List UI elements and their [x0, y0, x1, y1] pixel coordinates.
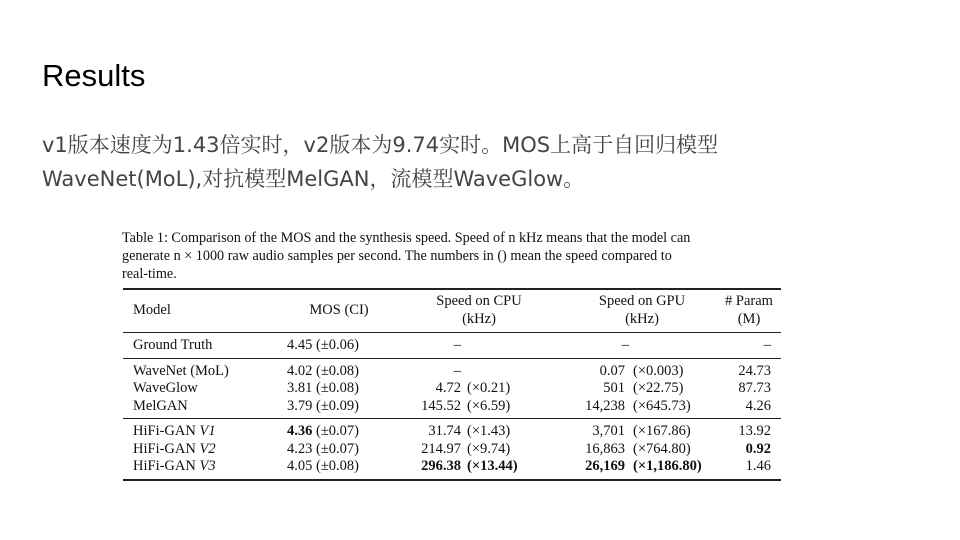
- cell-model: MelGAN: [133, 397, 188, 414]
- cell-model: [123, 419, 283, 441]
- cell-cpu: [395, 458, 563, 480]
- cell-cpu-speed: –: [453, 362, 461, 379]
- caption-line-3: real-time.: [122, 266, 177, 282]
- header-cpu-line1: Speed on CPU: [436, 293, 522, 309]
- cell-cpu-speed: 214.97: [421, 440, 461, 457]
- cell-gpu-realtime: (×167.86): [633, 423, 691, 439]
- header-gpu: [563, 289, 721, 333]
- header-mos: MOS (CI): [309, 301, 369, 318]
- table-row-ground-truth: [123, 333, 781, 359]
- header-params-line1: # Param: [725, 293, 773, 309]
- cell-gpu: [563, 441, 721, 459]
- table-row-hifigan-v3: [123, 458, 781, 480]
- table-header-row: [123, 289, 781, 333]
- slide-body-text: [42, 128, 922, 196]
- table-row-wavenet: [123, 358, 781, 380]
- cell-model-version: V2: [199, 440, 216, 457]
- cell-cpu: [395, 380, 563, 398]
- cell-gpu-speed: 0.07: [599, 362, 625, 379]
- cell-params-best: 0.92: [745, 440, 771, 457]
- cell-cpu: [395, 398, 563, 419]
- cell-gpu-realtime: (×22.75): [633, 380, 684, 396]
- cell-cpu-realtime: (×1.43): [467, 423, 511, 439]
- cell-mos: 4.45 (±0.06): [287, 337, 359, 353]
- cell-model-name: HiFi-GAN: [133, 440, 200, 457]
- cell-mos-ci: (±0.07): [312, 423, 359, 439]
- cell-mos: [283, 419, 395, 441]
- cell-model: Ground Truth: [133, 337, 213, 353]
- results-table-figure: [120, 229, 784, 481]
- cell-gpu-speed: –: [621, 337, 629, 353]
- cell-gpu-realtime: (×0.003): [633, 362, 684, 379]
- cell-gpu: [563, 458, 721, 480]
- cell-mos-value: 4.36: [287, 423, 313, 439]
- header-params: [721, 289, 781, 333]
- cell-model: [123, 441, 283, 459]
- cell-model-name: HiFi-GAN: [133, 458, 200, 474]
- cell-cpu-speed: 296.38: [421, 458, 461, 474]
- cell-model-version: V3: [199, 458, 216, 474]
- cell-gpu-speed: 26,169: [585, 458, 625, 474]
- body-line-2: WaveNet(MoL),对抗模型MelGAN，流模型WaveGlow。: [42, 167, 585, 191]
- cell-cpu-realtime: (×9.74): [467, 440, 511, 457]
- cell-cpu-speed: 31.74: [428, 423, 461, 439]
- table-row-waveglow: [123, 380, 781, 398]
- results-table: [123, 288, 781, 481]
- cell-model-name: HiFi-GAN: [133, 423, 200, 439]
- header-params-line2: (M): [737, 310, 761, 327]
- cell-model-version: V1: [199, 423, 216, 439]
- cell-params: [721, 441, 781, 459]
- table-row-melgan: [123, 398, 781, 419]
- cell-params: 13.92: [738, 423, 771, 439]
- cell-params: 87.73: [738, 380, 771, 396]
- cell-gpu: [563, 358, 721, 380]
- cell-cpu-realtime: (×13.44): [467, 458, 518, 474]
- cell-gpu: [563, 419, 721, 441]
- cell-gpu-speed: 16,863: [585, 440, 625, 457]
- cell-model: WaveNet (MoL): [133, 362, 229, 379]
- table-row-hifigan-v2: [123, 441, 781, 459]
- cell-gpu-realtime: (×1,186.80): [633, 458, 702, 474]
- cell-cpu-speed: 4.72: [435, 380, 461, 396]
- cell-gpu: [563, 398, 721, 419]
- cell-gpu: [563, 380, 721, 398]
- header-cpu-line2: (kHz): [462, 310, 496, 327]
- header-cpu: [395, 289, 563, 333]
- cell-params: –: [763, 337, 771, 353]
- cell-model: WaveGlow: [133, 380, 198, 396]
- cell-mos: 4.23 (±0.07): [287, 440, 359, 457]
- cell-params: 4.26: [745, 397, 771, 414]
- cell-cpu: [395, 419, 563, 441]
- header-gpu-line1: Speed on GPU: [598, 293, 686, 309]
- cell-params: 1.46: [745, 458, 771, 474]
- body-line-1: v1版本速度为1.43倍实时，v2版本为9.74实时。MOS上高于自回归模型: [42, 133, 719, 157]
- cell-cpu-realtime: (×0.21): [467, 380, 511, 396]
- cell-gpu-realtime: (×645.73): [633, 397, 691, 414]
- caption-line-2: generate n × 1000 raw audio samples per second. The numbers in () mean the speed compared to: [122, 248, 672, 264]
- cell-mos: 4.02 (±0.08): [287, 362, 359, 379]
- cell-params: 24.73: [738, 362, 771, 379]
- cell-cpu-speed: –: [453, 337, 461, 353]
- cell-cpu-realtime: (×6.59): [467, 397, 511, 414]
- cell-gpu-speed: 3,701: [592, 423, 625, 439]
- cell-cpu: [395, 333, 563, 359]
- cell-gpu-speed: 14,238: [585, 397, 625, 414]
- cell-gpu: [563, 333, 721, 359]
- cell-cpu-speed: 145.52: [421, 397, 461, 414]
- cell-gpu-speed: 501: [603, 380, 625, 396]
- table-row-hifigan-v1: [123, 419, 781, 441]
- caption-line-1: Table 1: Comparison of the MOS and the synthesis speed. Speed of n kHz means that the model can: [122, 230, 691, 246]
- table-caption: [122, 229, 784, 283]
- header-model: Model: [133, 301, 171, 318]
- cell-cpu: [395, 441, 563, 459]
- header-gpu-line2: (kHz): [625, 310, 659, 327]
- cell-mos: 3.79 (±0.09): [287, 397, 359, 414]
- cell-gpu-realtime: (×764.80): [633, 440, 691, 457]
- cell-model: [123, 458, 283, 480]
- cell-cpu: [395, 358, 563, 380]
- slide-title: Results: [42, 58, 146, 93]
- cell-mos: 3.81 (±0.08): [287, 380, 359, 396]
- cell-mos: 4.05 (±0.08): [287, 458, 359, 474]
